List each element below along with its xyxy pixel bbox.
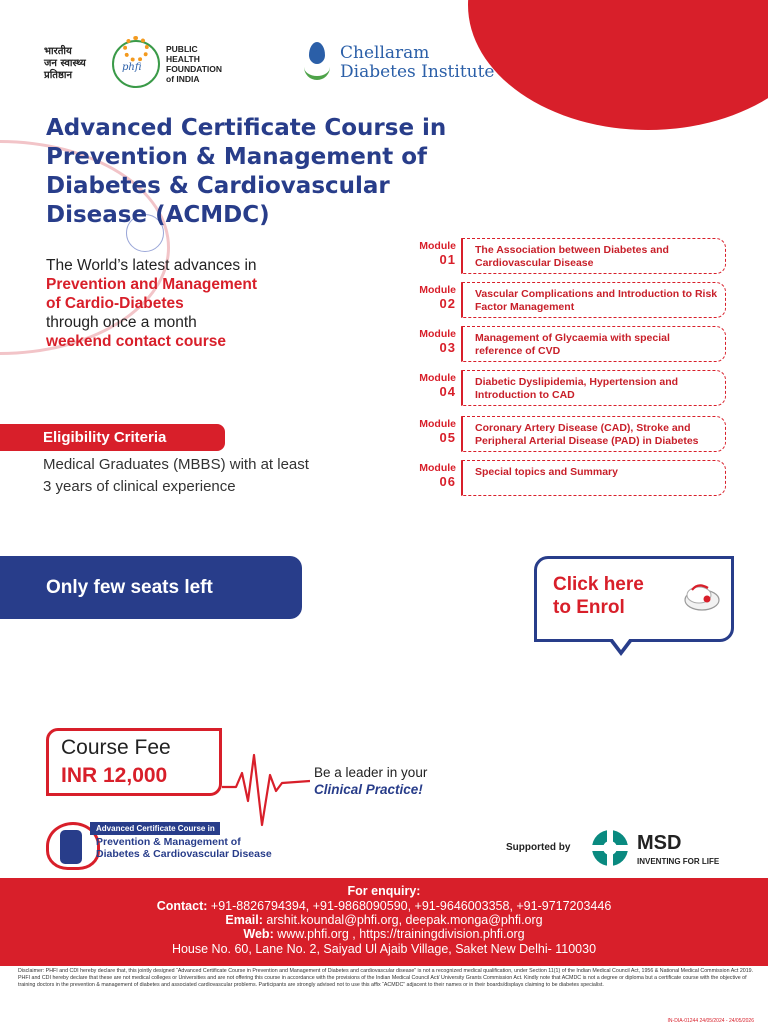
acmdc-logo: Advanced Certificate Course in Prevention & Management of Diabetes & Cardiovascular Disease: [46, 818, 286, 874]
module-item: Module 06 Special topics and Summary: [404, 460, 726, 500]
module-item: Module 02 Vascular Complications and Introduction to Risk Factor Management: [404, 282, 726, 322]
glucometer-icon: [60, 830, 82, 864]
course-fee-amount: INR 12,000: [61, 764, 168, 787]
msd-logo-icon: [590, 828, 630, 868]
module-item: Module 04 Diabetic Dyslipidemia, Hypertension and Introduction to CAD: [404, 370, 726, 410]
mouse-click-icon: [682, 578, 722, 612]
module-title: Management of Glycaemia with special reference of CVD: [475, 332, 670, 357]
phfi-english-name: PUBLIC HEALTH FOUNDATION of INDIA: [166, 44, 223, 84]
module-title: Coronary Artery Disease (CAD), Stroke and Peripheral Arterial Disease (PAD) in Diabetes: [475, 422, 699, 447]
enrol-button[interactable]: Click here to Enrol: [534, 556, 734, 642]
module-title: The Association between Diabetes and Cardiovascular Disease: [475, 244, 669, 269]
sponsor-tagline: INVENTING FOR LIFE: [637, 857, 720, 866]
module-title: Special topics and Summary: [475, 466, 618, 478]
eligibility-heading: Eligibility Criteria: [0, 424, 225, 451]
drop-hands-icon: [302, 40, 332, 86]
sponsor-name: MSD: [637, 832, 682, 854]
contact-emails[interactable]: arshit.koundal@phfi.org, deepak.monga@phfi.org: [266, 913, 543, 927]
leader-slogan: Be a leader in your Clinical Practice!: [314, 765, 428, 797]
phfi-logo: [44, 40, 236, 88]
top-decorative-blob: [468, 0, 768, 130]
module-item: Module 05 Coronary Artery Disease (CAD), Stroke and Peripheral Arterial Disease (PAD) in Diabetes: [404, 416, 726, 456]
course-fee-label: Course Fee: [61, 736, 171, 759]
module-title: Diabetic Dyslipidemia, Hypertension and Introduction to CAD: [475, 376, 679, 401]
course-tagline: The World’s latest advances in Prevention and Management of Cardio-Diabetes through once a month weekend contact course: [46, 257, 258, 350]
chellaram-logo: [302, 40, 495, 86]
module-item: Module 01 The Association between Diabetes and Cardiovascular Disease: [404, 238, 726, 278]
phfi-hindi-name: भारतीय जन स्वास्थ्य प्रतिष्ठान: [44, 46, 86, 81]
few-seats-banner: Only few seats left: [0, 556, 302, 619]
chellaram-name: Chellaram Diabetes Institute: [340, 43, 495, 82]
supported-by-label: Supported by: [506, 842, 571, 853]
website-links[interactable]: www.phfi.org , https://trainingdivision.phfi.org: [277, 927, 525, 941]
course-fee-box: [46, 728, 222, 796]
module-item: Module 03 Management of Glycaemia with special reference of CVD: [404, 326, 726, 366]
module-title: Vascular Complications and Introduction to Risk Factor Management: [475, 288, 718, 313]
postal-address: House No. 60, Lane No. 2, Saiyad Ul Ajaib Village, Saket New Delhi- 110030: [171, 942, 597, 956]
reference-code: IN-DIA-01244 24/05/2024 - 24/05/2026: [667, 1018, 754, 1024]
course-title: Advanced Certificate Course in Prevention & Management of Diabetes & Cardiovascular Disease (ACMDC): [46, 115, 447, 228]
contact-phones[interactable]: +91-8826794394, +91-9868090590, +91-9646003358, +91-9717203446: [210, 899, 612, 913]
enquiry-footer: For enquiry: Contact: +91-8826794394, +91-9868090590, +91-9646003358, +91-9717203446 Email: arshit.koundal@phfi.org, deepak.monga@phfi.org Web: www.phfi.org , https://trainingdivision.phfi.org House No. 60, Lane No. 2, Saiyad Ul Ajaib Village, Saket New Delhi- 110030: [0, 878, 768, 966]
eligibility-text: Medical Graduates (MBBS) with at least 3 years of clinical experience: [43, 456, 309, 495]
disclaimer-text: Disclaimer: PHFI and CDI hereby declare that, this jointly designed “Advanced Certificate Course in Prevention and Management of Diabetes and cardiovascular disease” is not a recognized medical qualification, under Section 11(1) of the Indian Medical Council Act, 1956 & National Medical Commission Act 2019. PHFI and CDI hereby declare that these are not medical colleges or Universities and are not offering this course in accordance with the provisions of the Indian Medical Council Act/ University Grants Commission Act. Kindly note that ACMDC is not a degree or diploma but a certificate course with the objective of training doctors in the prevention & management of diabetes and associated cardiovascular problems. Participants are strongly advised not to use this affix “ACMDC” adjacent to their names or in their boards/displays claiming to be diabetes specialist.: [18, 968, 754, 988]
phfi-emblem-icon: phfi: [112, 40, 160, 88]
